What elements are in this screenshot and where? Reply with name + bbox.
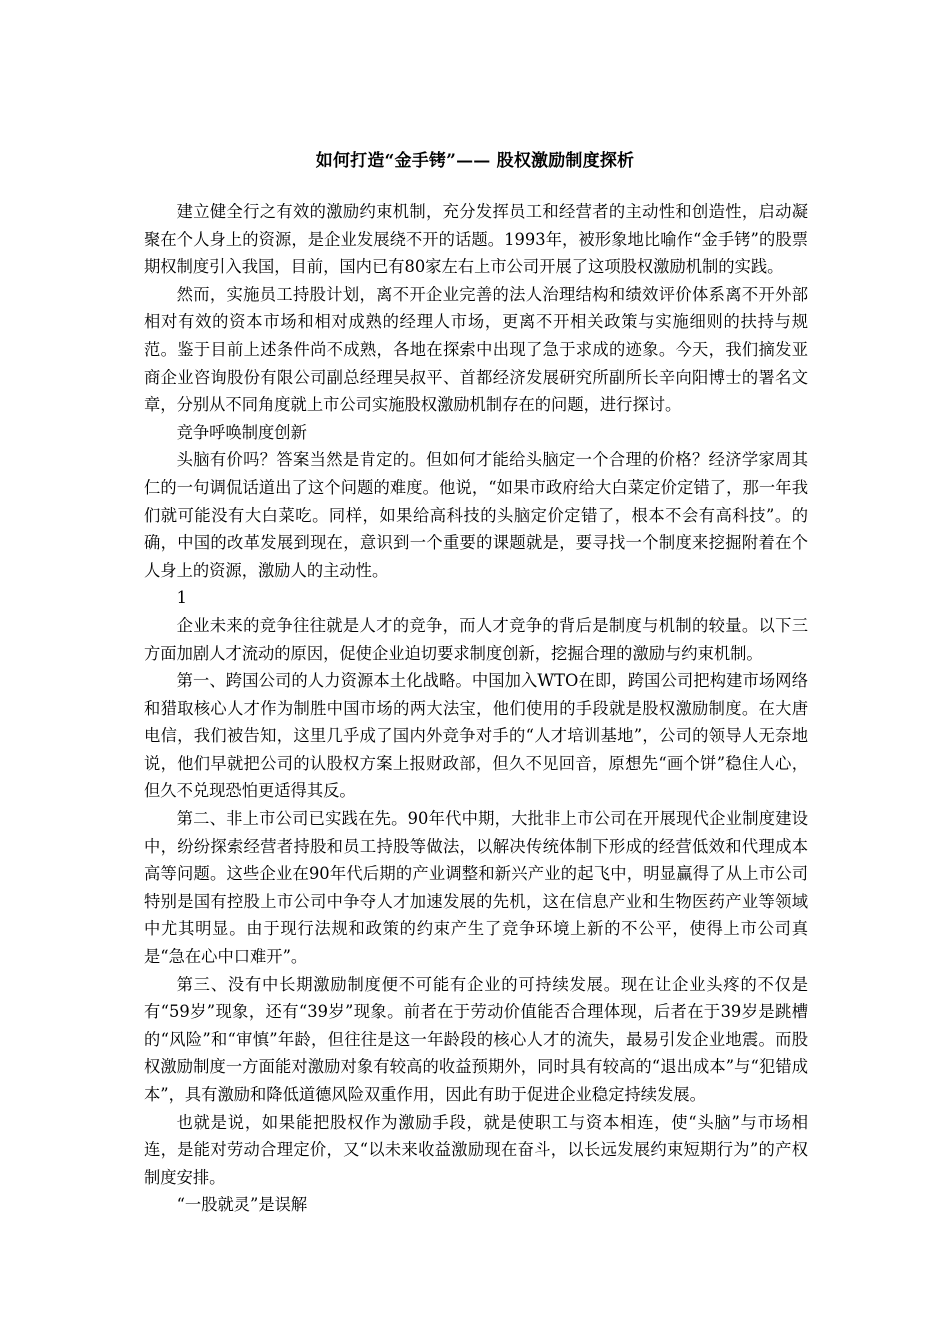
- paragraph-third-reason: 第三、没有中长期激励制度便不可能有企业的可持续发展。现在让企业头疼的不仅是有“59岁”现象，还有“39岁”现象。前者在于劳动价值能否合理体现，后者在于39岁是跳槽的“风险”和“审慎”年龄，但往往是这一年龄段的核心人才的流失，最易引发企业地震。而股权激励制度一方面能对激励对象有较高的收益预期外，同时具有较高的“退出成本”与“犯错成本”，具有激励和降低道德风险双重作用，因此有助于促进企业稳定持续发展。: [144, 974, 808, 1104]
- paragraph-intro: 建立健全行之有效的激励约束机制，充分发挥员工和经营者的主动性和创造性，启动凝聚在个人身上的资源，是企业发展绕不开的话题。1993年，被形象地比喻作“金手铐”的股票期权制度引入我国，目前，国内已有80家左右上市公司开展了这项股权激励机制的实践。: [144, 202, 808, 277]
- paragraph-brain-value: 头脑有价吗？答案当然是肯定的。但如何才能给头脑定一个合理的价格？经济学家周其仁的一句调侃话道出了这个问题的难度。他说，“如果市政府给大白菜定价定错了，那一年我们就可能没有大白菜吃。同样，如果给高科技的头脑定价定错了，根本不会有高科技”。的确，中国的改革发展到现在，意识到一个重要的课题就是，要寻找一个制度来挖掘附着在个人身上的资源，激励人的主动性。: [144, 450, 808, 580]
- document-body: [144, 198, 808, 1219]
- document-title: 如何打造“金手铐”—— 股权激励制度探析: [315, 151, 635, 171]
- section-heading-competition: 竞争呼唤制度创新: [176, 422, 307, 442]
- paragraph-second-reason: 第二、非上市公司已实践在先。90年代中期，大批非上市公司在开展现代企业制度建设中，纷纷探索经营者持股和员工持股等做法，以解决传统体制下形成的经营低效和代理成本高等问题。这些企业在90年代后期的产业调整和新兴产业的起飞中，明显赢得了从上市公司特别是国有控股上市公司中争夺人才加速发展的先机，这在信息产业和生物医药产业等领域中尤其明显。由于现行法规和政策的约束产生了竞争环境上新的不公平，使得上市公司真是“急在心中口难开”。: [144, 809, 808, 967]
- paragraph-context: 然而，实施员工持股计划，离不开企业完善的法人治理结构和绩效评价体系离不开外部相对有效的资本市场和相对成熟的经理人市场，更离不开相关政策与实施细则的扶持与规范。鉴于目前上述条件尚不成熟，各地在探索中出现了急于求成的迹象。今天，我们摘发亚商企业咨询股份有限公司副总经理吴叔平、首都经济发展研究所副所长辛向阳博士的署名文章，分别从不同角度就上市公司实施股权激励机制存在的问题，进行探讨。: [144, 284, 808, 415]
- paragraph-summary: 也就是说，如果能把股权作为激励手段，就是使职工与资本相连，使“头脑”与市场相连，是能对劳动合理定价，又“以未来收益激励现在奋斗，以长远发展约束短期行为”的产权制度安排。: [144, 1112, 808, 1187]
- section-heading-misunderstanding: “一股就灵”是误解: [176, 1195, 308, 1215]
- page-marker: 1: [176, 588, 187, 608]
- paragraph-first-reason: 第一、跨国公司的人力资源本土化战略。中国加入WTO在即，跨国公司把构建市场网络和猎取核心人才作为制胜中国市场的两大法宝，他们使用的手段就是股权激励制度。在大唐电信，我们被告知，这里几乎成了国内外竞争对手的“人才培训基地”，公司的领导人无奈地说，他们早就把公司的认股权方案上报财政部，但久不见回音，原想先“画个饼”稳住人心，但久不兑现恐怕更适得其反。: [144, 671, 808, 801]
- paragraph-talent-competition: 企业未来的竞争往往就是人才的竞争，而人才竞争的背后是制度与机制的较量。以下三方面加剧人才流动的原因，促使企业迫切要求制度创新，挖掘合理的激励与约束机制。: [144, 615, 808, 663]
